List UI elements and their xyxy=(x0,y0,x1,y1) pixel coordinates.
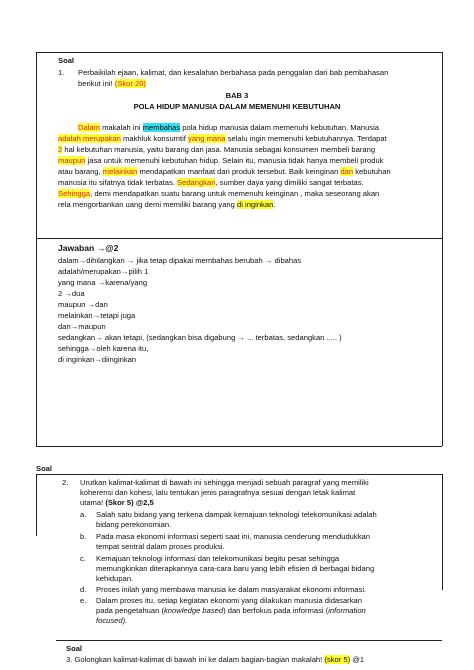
answer-line: maupun →dan xyxy=(58,300,108,309)
skor-badge: (Skor 20) xyxy=(114,79,146,88)
section1-bottom-border xyxy=(36,446,442,447)
answer-line: adalah/merupakan→pilih 1 xyxy=(58,267,149,276)
question-3-line: 3. Golongkan kalimat-kalimat di bawah ini ke dalam bagian-bagian makalah! (skor 5) @1 xyxy=(66,655,365,664)
section2-top-border xyxy=(36,474,442,475)
answer-line: di inginkan→diinginkan xyxy=(58,355,137,364)
para-line-1: Dalam makalah ini membahas pola hidup manusia dalam memenuhi kebutuhan. Manusia xyxy=(78,123,379,132)
answer-line: sedangkan→ akan tetapi, (sedangkan bisa digabung → ... terbatas, sedangkan ..... ) xyxy=(58,333,342,342)
soal-2-label: Soal xyxy=(36,464,53,473)
jawaban-1-label: Jawaban →@2 xyxy=(58,243,119,253)
item-e-line: focused). xyxy=(96,616,128,625)
section1-divider xyxy=(36,238,442,239)
question-2-line2: koherensi dan kohesi, lalu tentukan jenis paragrafnya sesuai dengan letak kalimat xyxy=(80,488,356,497)
chapter-number: BAB 3 xyxy=(225,91,249,100)
item-b-line: tempat sentral dalam proses produksi. xyxy=(96,542,225,551)
item-a-letter: a. xyxy=(80,510,87,519)
item-e-line: pada pengetahuan (knowledge based) dan berfokus pada informasi (information xyxy=(96,606,366,615)
item-b-letter: b. xyxy=(80,532,87,541)
para-line-5: atau barang, melainkan mendapatkan manfaat dari produk tersebut. Baik keinginan dan kebutuhan xyxy=(58,167,391,176)
soal-1-label: Soal xyxy=(58,56,75,65)
soal-3-label: Soal xyxy=(66,644,83,653)
question-2-line1: Urutkan kalimat-kalimat di bawah ini sehingga menjadi sebuah paragraf yang memiliki xyxy=(80,478,369,487)
para-line-2: adalah merupakan makhluk konsumtif yang mana selalu ingin memenuhi kebutuhannya. Terdapat xyxy=(58,134,387,143)
item-b-line: Pada masa ekonomi informasi seperti saat ini, manusia cenderung mendudukkan xyxy=(96,532,370,541)
question-1-number: 1. xyxy=(58,68,65,77)
para-line-4: maupun jasa untuk memenuhi kebutuhan hidup. Selain itu, manusia tidak hanya membeli produk xyxy=(58,156,384,165)
item-d-line: Proses inilah yang membawa manusia ke dalam masyarakat ekonomi informasi. xyxy=(96,585,367,594)
section2-right-border xyxy=(442,474,443,590)
answer-line: yang mana →karena/yang xyxy=(58,278,148,287)
section1-top-border xyxy=(36,52,442,53)
item-a-line: Salah satu bidang yang terkena dampak kemajuan teknologi telekomunikasi adalah xyxy=(96,510,377,519)
item-a-line: bidang perekonomian. xyxy=(96,520,172,529)
item-c-line: memungkinkan diterapkannya cara-cara baru yang lebih efisien di berbagai bidang xyxy=(96,564,375,573)
item-c-line: Kemajuan teknologi informasi dan telekomunikasi begitu pesat sehingga xyxy=(96,554,340,563)
question-1-line1: Perbaikilah ejaan, kalimat, dan kesalahan berbahasa pada penggalan dari bab pembahasan xyxy=(78,68,389,77)
question-2-line3: utama! (Skor 5) @2,5 xyxy=(80,498,154,507)
para-line-7: Sehingga, demi mendapatkan suatu barang untuk memenuhi keinginan , maka seseorang akan xyxy=(58,189,380,198)
item-e-line: Dalam proses itu, setiap kegiatan ekonomi yang dilakukan manusia didasarkan xyxy=(96,596,362,605)
answer-line: 2 →dua xyxy=(58,289,85,298)
section3-top-border xyxy=(56,640,442,641)
question-1-line2: berikut ini! (Skor 20) xyxy=(78,79,146,88)
para-line-3: 2 hal kebutuhan manusia, yaitu barang dan jasa. Manusia sebagai konsumen membeli barang xyxy=(58,145,376,154)
para-line-8: rela mengorbankan uang demi memiliki barang yang di inginkan. xyxy=(58,200,276,209)
answer-line: melainkan→tetapi juga xyxy=(58,311,136,320)
chapter-title: POLA HIDUP MANUSIA DALAM MEMENUHI KEBUTUHAN xyxy=(133,102,341,111)
answer-line: sehingga→oleh karena itu, xyxy=(58,344,149,353)
item-d-letter: d. xyxy=(80,585,87,594)
para-line-6: manusia itu sifatnya tidak terbatas. Sedangkan, sumber daya yang dimiliki sangat terbatas. xyxy=(58,178,364,187)
section2-left-border xyxy=(36,474,37,536)
item-c-letter: c. xyxy=(80,554,86,563)
answer-line: dan→maupun xyxy=(58,322,106,331)
answer-line: dalam→dihilangkan → jika tetap dipakai membahas berubah → dibahas xyxy=(58,256,302,265)
question-2-number: 2. xyxy=(62,478,69,487)
item-c-line: kehidupan. xyxy=(96,574,134,583)
item-e-letter: e. xyxy=(80,596,87,605)
